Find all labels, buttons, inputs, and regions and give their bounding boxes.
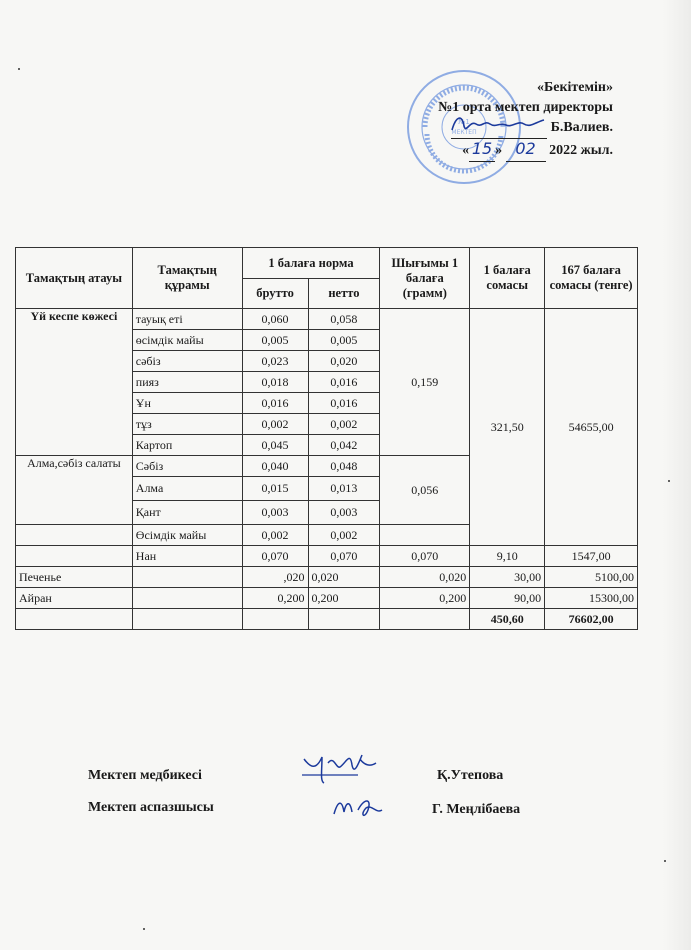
cookie-brutto: ,020 xyxy=(242,567,308,588)
brutto-value: 0,016 xyxy=(242,393,308,414)
ingredient-name: тұз xyxy=(132,414,242,435)
brutto-value: 0,045 xyxy=(242,435,308,456)
ingredient-name: Сәбіз xyxy=(132,456,242,477)
brutto-value: 0,060 xyxy=(242,309,308,330)
netto-value: 0,020 xyxy=(308,351,380,372)
total-all: 76602,00 xyxy=(545,609,638,630)
header-brutto: брутто xyxy=(242,279,308,309)
nurse-title: Мектеп медбикесі xyxy=(88,768,202,783)
cook-signature xyxy=(330,790,390,826)
main-cost-total: 54655,00 xyxy=(545,309,638,546)
cookie-cost-per-child: 30,00 xyxy=(470,567,545,588)
ingredient-name: Қант xyxy=(132,501,242,525)
table-row xyxy=(16,309,638,330)
bread-netto: 0,070 xyxy=(308,546,380,567)
bread-name: Нан xyxy=(132,546,242,567)
header-food-name: Тамақтың атауы xyxy=(16,248,133,309)
netto-value: 0,005 xyxy=(308,330,380,351)
bread-cost-total: 1547,00 xyxy=(545,546,638,567)
netto-value: 0,016 xyxy=(308,372,380,393)
date-month: 02 xyxy=(515,139,536,158)
menu-table xyxy=(15,247,638,630)
ayran-cost-total: 15300,00 xyxy=(545,588,638,609)
date-day: 15 xyxy=(471,139,493,158)
cookie-output: 0,020 xyxy=(380,567,470,588)
brutto-value: 0,018 xyxy=(242,372,308,393)
netto-value: 0,013 xyxy=(308,477,380,501)
date-open-quote: « xyxy=(462,143,470,158)
header-composition: Тамақтың құрамы xyxy=(132,248,242,309)
ingredient-name: Картоп xyxy=(132,435,242,456)
ingredient-name: өсімдік майы xyxy=(132,330,242,351)
date-year: 2022 жыл. xyxy=(549,143,613,158)
nurse-signature xyxy=(300,745,380,787)
svg-text:МЕКТЕП: МЕКТЕП xyxy=(451,129,477,136)
cookie-name: Печенье xyxy=(16,567,133,588)
netto-value: 0,042 xyxy=(308,435,380,456)
cook-title: Мектеп аспазшысы xyxy=(88,800,214,815)
brutto-value: 0,005 xyxy=(242,330,308,351)
netto-value: 0,002 xyxy=(308,525,380,546)
ingredient-name: сәбіз xyxy=(132,351,242,372)
ayran-name: Айран xyxy=(16,588,133,609)
scan-speck xyxy=(143,928,145,930)
header-output: Шығымы 1 балаға (грамм) xyxy=(380,248,470,309)
brutto-value: 0,040 xyxy=(242,456,308,477)
salad-output: 0,056 xyxy=(380,456,470,525)
bread-cost-per-child: 9,10 xyxy=(470,546,545,567)
group-soup: Үй кеспе көжесі xyxy=(16,309,133,456)
ayran-output: 0,200 xyxy=(380,588,470,609)
table-row xyxy=(16,567,638,588)
ingredient-name: Өсімдік майы xyxy=(132,525,242,546)
group-salad: Алма,сәбіз салаты xyxy=(16,456,133,525)
brutto-value: 0,002 xyxy=(242,414,308,435)
cook-name: Г. Меңлібаева xyxy=(432,802,521,817)
approval-title: «Бекітемін» xyxy=(536,80,613,95)
cookie-cost-total: 5100,00 xyxy=(545,567,638,588)
table-row xyxy=(16,546,638,567)
bread-output: 0,070 xyxy=(380,546,470,567)
netto-value: 0,016 xyxy=(308,393,380,414)
page-edge xyxy=(663,0,691,950)
header-cost-total: 167 балаға сомасы (тенге) xyxy=(545,248,638,309)
brutto-value: 0,023 xyxy=(242,351,308,372)
ingredient-name: пияз xyxy=(132,372,242,393)
brutto-value: 0,002 xyxy=(242,525,308,546)
brutto-value: 0,015 xyxy=(242,477,308,501)
ayran-cost-per-child: 90,00 xyxy=(470,588,545,609)
ingredient-name: Ұн xyxy=(132,393,242,414)
netto-value: 0,058 xyxy=(308,309,380,330)
brutto-value: 0,003 xyxy=(242,501,308,525)
header-netto: нетто xyxy=(308,279,380,309)
netto-value: 0,048 xyxy=(308,456,380,477)
scan-speck xyxy=(668,480,670,482)
bread-brutto: 0,070 xyxy=(242,546,308,567)
ayran-netto: 0,200 xyxy=(308,588,380,609)
table-row xyxy=(16,588,638,609)
scan-speck xyxy=(664,860,666,862)
soup-output: 0,159 xyxy=(380,309,470,456)
totals-row xyxy=(16,609,638,630)
netto-value: 0,003 xyxy=(308,501,380,525)
cookie-netto: 0,020 xyxy=(308,567,380,588)
date-mid-quote: » xyxy=(495,143,503,158)
director-signature xyxy=(448,110,548,140)
nurse-name: Қ.Утепова xyxy=(437,768,504,783)
ayran-brutto: 0,200 xyxy=(242,588,308,609)
director-name: Б.Валиев. xyxy=(550,120,613,135)
ingredient-name: Алма xyxy=(132,477,242,501)
total-per-child: 450,60 xyxy=(470,609,545,630)
scan-speck xyxy=(18,68,20,70)
main-cost-per-child: 321,50 xyxy=(470,309,545,546)
director-title: №1 орта мектеп директоры xyxy=(438,100,613,115)
header-cost-per-child: 1 балаға сомасы xyxy=(470,248,545,309)
ingredient-name: тауық еті xyxy=(132,309,242,330)
header-norm: 1 балаға норма xyxy=(242,248,380,279)
netto-value: 0,002 xyxy=(308,414,380,435)
svg-text:№1: №1 xyxy=(458,118,470,126)
